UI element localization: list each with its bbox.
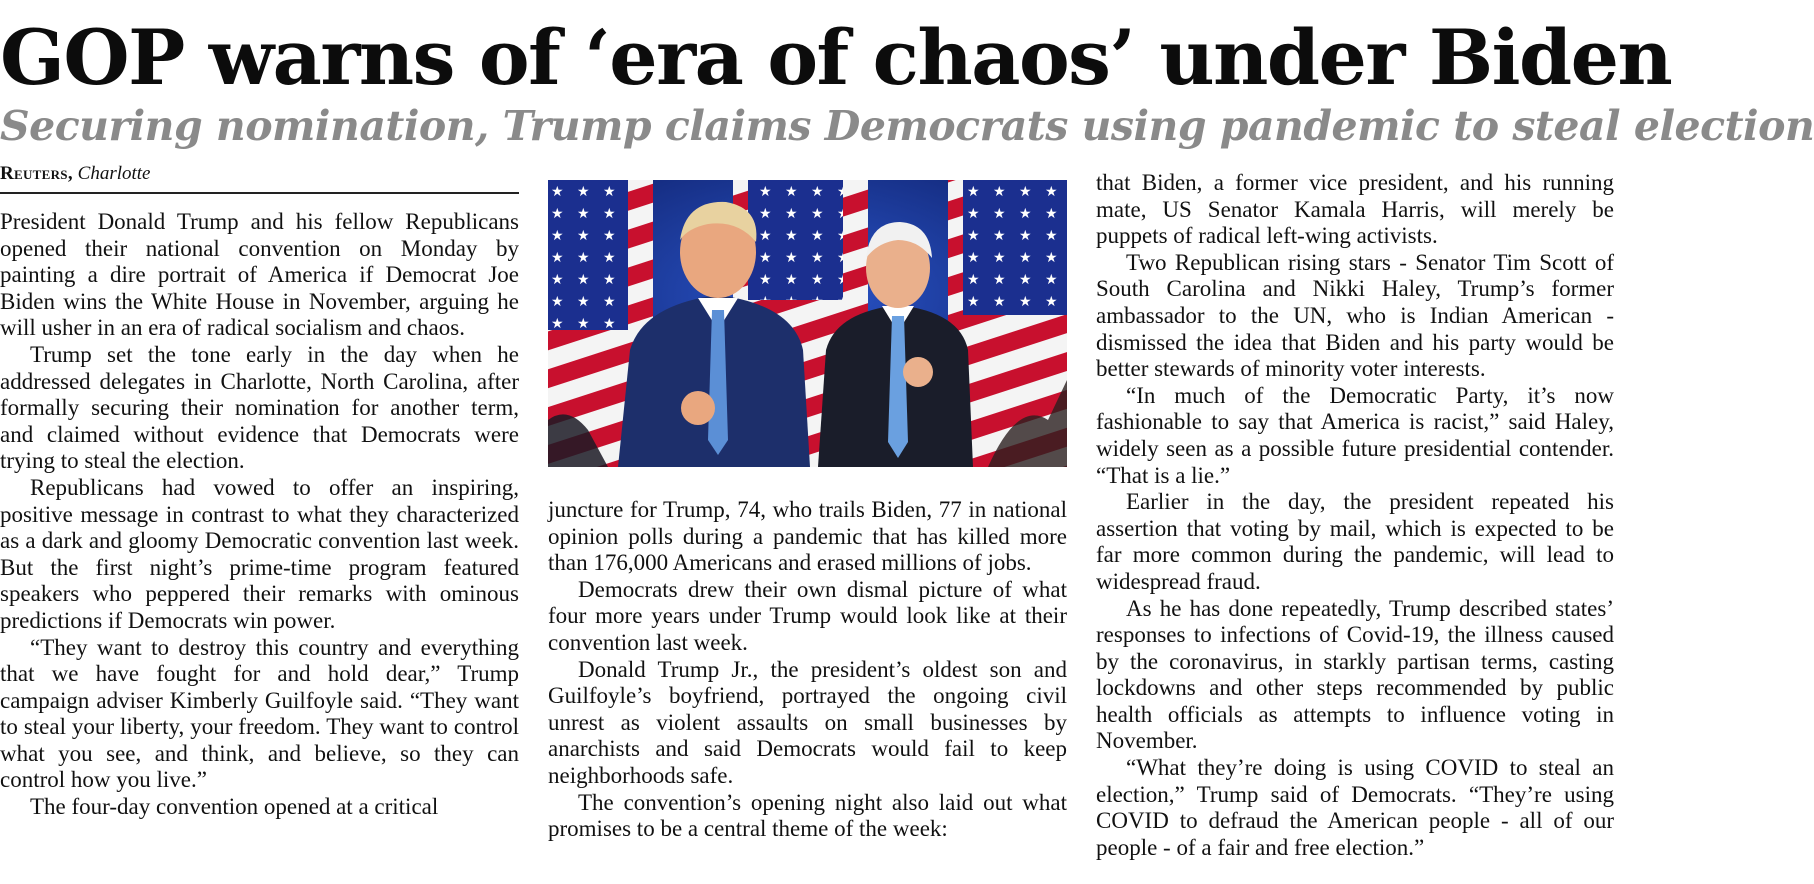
paragraph: Earlier in the day, the president repeated his assertion that voting by mail, which is expected to be far more common during the pandemic, will lead to widespread fraud.	[1096, 489, 1614, 594]
article-column-2	[548, 497, 1067, 843]
byline	[0, 160, 519, 194]
byline-place: Charlotte	[77, 163, 151, 184]
paragraph: Democrats drew their own dismal picture of what four more years under Trump would look like at their convention last week.	[548, 576, 1067, 655]
paragraph: The four-day convention opened at a critical	[30, 794, 439, 820]
paragraph: that Biden, a former vice president, and his running mate, US Senator Kamala Harris, will merely be puppets of radical left-wing activists.	[1096, 170, 1614, 249]
article-photo	[548, 180, 1067, 467]
paragraph: Trump set the tone early in the day when he addressed delegates in Charlotte, North Carolina, after formally securing their nomination for another term, and claimed without evidence that Democrats were trying to steal the election.	[0, 341, 519, 474]
paragraph: “What they’re doing is using COVID to steal an election,” Trump said of Democrats. “They’re using COVID to defraud the American people - all of our people - of a fair and free election.”	[1096, 755, 1614, 860]
article-column-1	[0, 209, 519, 821]
paragraph: juncture for Trump, 74, who trails Biden, 77 in national opinion polls during a pandemic that has killed more than 176,000 Americans and erased millions of jobs.	[548, 497, 1067, 576]
headline: GOP warns of ‘era of chaos’ under Biden	[0, 13, 1672, 102]
paragraph: President Donald Trump and his fellow Republicans opened their national convention on Monday by painting a dire portrait of America if Democrat Joe Biden wins the White House in November, arguing he will usher in an era of radical socialism and chaos.	[0, 209, 519, 341]
paragraph: “In much of the Democratic Party, it’s now fashionable to say that America is racist,” said Haley, widely seen as a possible future presidential contender. “That is a lie.”	[1096, 382, 1614, 488]
paragraph: “They want to destroy this country and everything that we have fought for and hold dear,” Trump campaign adviser Kimberly Guilfoyle said. “They want to steal your liberty, your freedom. They want to control what you see, and think, and believe, so they can control how you live.”	[0, 634, 519, 793]
paragraph: Two Republican rising stars - Senator Tim Scott of South Carolina and Nikki Haley, Trump’s former ambassador to the UN, who is Indian American - dismissed the idea that Biden and his party would be better stewards of minority voter interests.	[1096, 249, 1614, 382]
byline-agency: Reuters,	[0, 163, 73, 184]
article-column-3	[1096, 170, 1614, 861]
paragraph: Republicans had vowed to offer an inspiring, positive message in contrast to what they characterized as a dark and gloomy Democratic convention last week. But the first night’s prime-time program featured speakers who peppered their remarks with ominous predictions if Democrats win power.	[0, 474, 519, 633]
paragraph: The convention’s opening night also laid out what promises to be a central theme of the week:	[548, 789, 1067, 842]
paragraph: As he has done repeatedly, Trump described states’ responses to infections of Covid-19, the illness caused by the coronavirus, in starkly partisan terms, casting lockdowns and other steps recommended by public health officials as attempts to influence voting in November.	[1096, 595, 1614, 754]
subheadline: Securing nomination, Trump claims Democrats using pandemic to steal election	[0, 102, 1814, 150]
paragraph: Donald Trump Jr., the president’s oldest son and Guilfoyle’s boyfriend, portrayed the ongoing civil unrest as violent assaults on small businesses by anarchists and said Democrats would fail to keep neighborhoods safe.	[548, 656, 1067, 788]
